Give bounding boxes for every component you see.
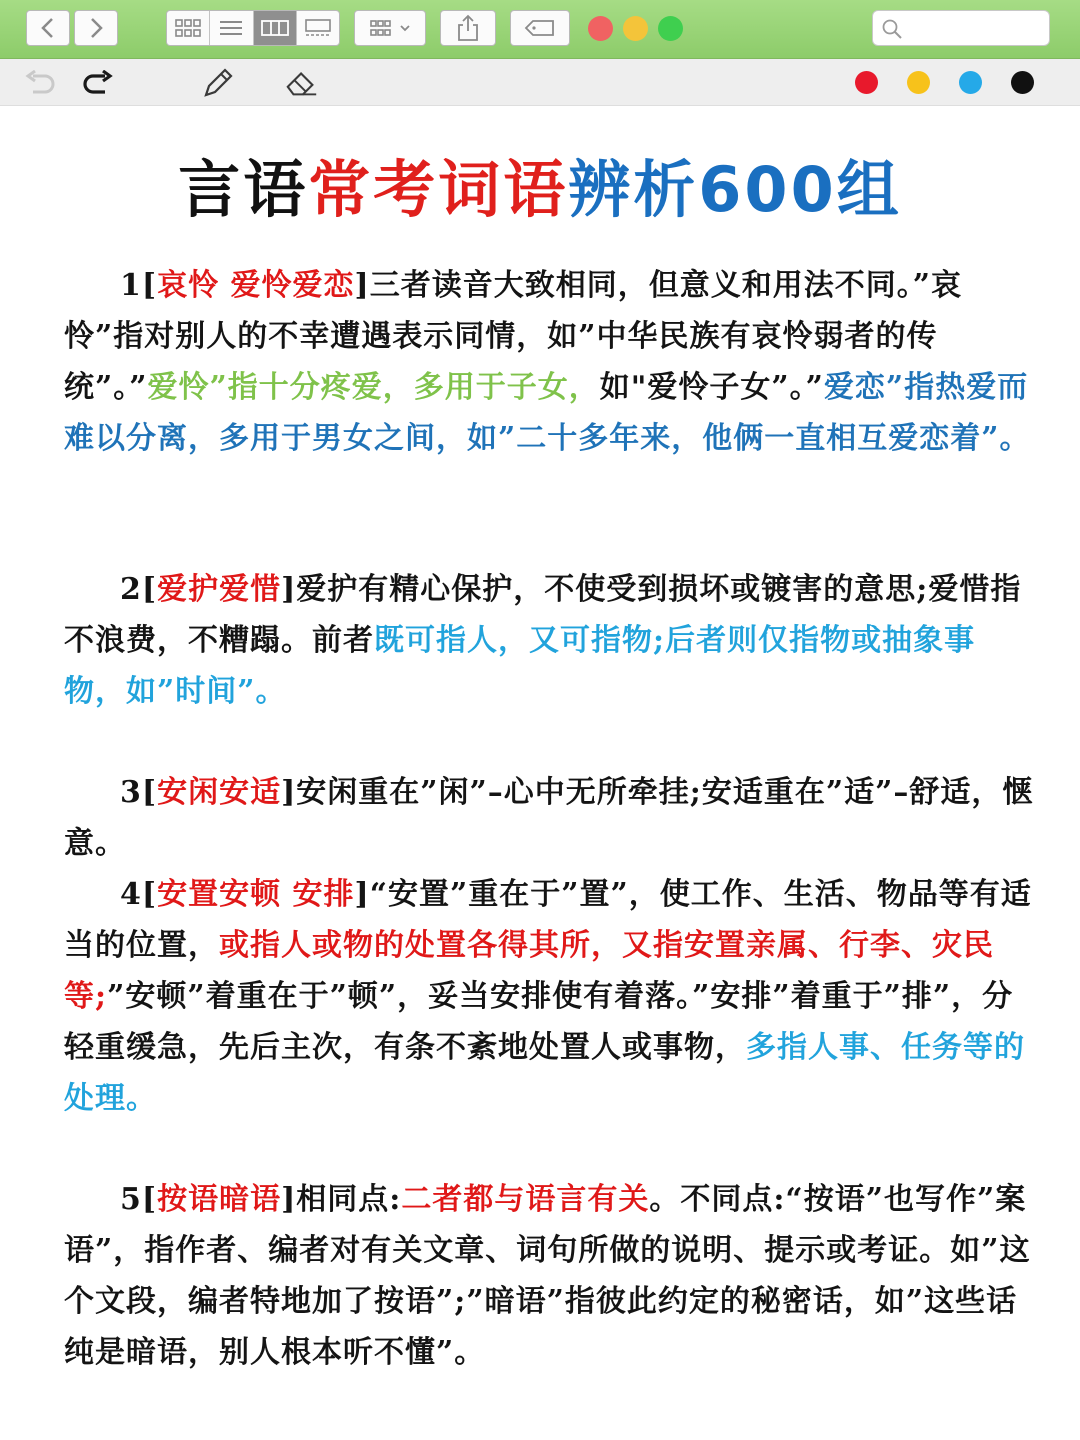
entry-text: 。不同点:“按语”也写作”案语”，指作者、编者对有关文章、词句所做的说明、提示或考证。如”这个文段，编者特地加了按语”;”暗语”指彼此约定的秘密话，如”这些话纯是暗语，别人根本听不懂”。 <box>64 1182 1031 1370</box>
tag-icon <box>524 18 556 38</box>
view-switcher <box>166 10 340 46</box>
grid-view-button[interactable] <box>167 11 210 45</box>
color-swatch-black[interactable] <box>1011 71 1034 94</box>
tag-button[interactable] <box>510 10 570 46</box>
group-button[interactable] <box>354 10 426 46</box>
window-zoom-dot[interactable] <box>658 16 683 41</box>
color-swatch-red[interactable] <box>855 71 878 94</box>
gallery-view-button[interactable] <box>297 11 339 45</box>
entry-highlight-red: 或指人或物的处置各得其所，又指安置亲属、行李、灾民等; <box>64 928 994 1014</box>
entry-text: ]三者读音大致相同，但意义和用法不同。”哀怜”指对别人的不幸遭遇表示同情，如”中华民族有哀怜弱者的传统”。” <box>64 268 962 405</box>
entry-term: 爱护爱惜 <box>157 572 282 607</box>
undo-icon <box>23 70 57 96</box>
undo-button[interactable] <box>22 65 58 101</box>
column-view-button[interactable] <box>254 11 297 45</box>
chevron-down-icon <box>399 23 411 33</box>
eraser-button[interactable] <box>284 65 320 101</box>
redo-icon <box>81 70 115 96</box>
entry-number: 2[ <box>120 572 158 607</box>
entry-term: 安闲安适 <box>157 775 282 810</box>
entry-highlight-red: 二者都与语言有关 <box>401 1182 650 1217</box>
entry-number: 5[ <box>120 1182 158 1217</box>
entry-text: ]安闲重在”闲”–心中无所牵挂;安适重在”适”–舒适，惬意。 <box>64 775 1034 861</box>
title-part-2: 常考词语 <box>308 153 569 226</box>
list-view-button[interactable] <box>210 11 253 45</box>
share-button[interactable] <box>440 10 496 46</box>
redo-button[interactable] <box>80 65 116 101</box>
entry-5 <box>64 1174 1034 1378</box>
pencil-button[interactable] <box>200 65 236 101</box>
entry-text: ]相同点: <box>281 1182 402 1217</box>
entry-term: 按语暗语 <box>157 1182 282 1217</box>
window-minimize-dot[interactable] <box>623 16 648 41</box>
entry-number: 4[ <box>120 877 158 912</box>
app-toolbar <box>0 0 1080 59</box>
back-button[interactable] <box>26 10 70 46</box>
entry-term: 安置安顿 安排 <box>157 877 355 912</box>
list-view-icon <box>218 18 244 38</box>
search-icon <box>881 18 903 40</box>
entry-term: 哀怜 爱怜爱恋 <box>157 268 355 303</box>
entry-text: 如"爱怜子女”。” <box>599 370 824 405</box>
chevron-left-icon <box>40 17 56 39</box>
forward-button[interactable] <box>74 10 118 46</box>
window-close-dot[interactable] <box>588 16 613 41</box>
entry-2 <box>64 564 1034 717</box>
entry-highlight-cyan: 既可指人，又可指物;后者则仅指物或抽象事物，如”时间”。 <box>64 623 976 709</box>
chevron-right-icon <box>88 17 104 39</box>
entry-number: 1[ <box>120 268 158 303</box>
grid-view-icon <box>174 18 202 38</box>
edit-toolbar <box>0 59 1080 106</box>
entry-text: ]“安置”重在于”置”，使工作、生活、物品等有适当的位置， <box>64 877 1032 963</box>
entry-highlight-green: 爱怜”指十分疼爱，多用于子女， <box>147 370 600 405</box>
entry-number: 3[ <box>120 775 158 810</box>
entry-1 <box>64 260 1034 464</box>
entry-text: ]爱护有精心保护，不使受到损坏或镀害的意思;爱惜指不浪费，不糟蹋。前者 <box>64 572 1022 658</box>
group-icon <box>369 18 399 38</box>
entry-highlight-cyan: 多指人事、任务等的处理。 <box>64 1030 1025 1116</box>
page-title <box>0 150 1080 230</box>
color-swatch-yellow[interactable] <box>907 71 930 94</box>
gallery-view-icon <box>303 18 333 38</box>
share-icon <box>456 14 480 42</box>
title-part-1: 言语 <box>178 153 309 226</box>
entry-3 <box>64 767 1034 869</box>
entry-text: ”安顿”着重在于”顿”，妥当安排使有着落。”安排”着重于”排”，分轻重缓急，先后主次，有条不紊地处置人或事物， <box>64 979 1014 1065</box>
entry-highlight-blue: 爱恋”指热爱而难以分离，多用于男女之间，如”二十多年来，他俩一直相互爱恋着”。 <box>64 370 1031 456</box>
column-view-icon <box>260 18 290 38</box>
title-part-3: 辨析600组 <box>568 153 902 226</box>
search-input[interactable] <box>872 10 1050 46</box>
color-swatch-blue[interactable] <box>959 71 982 94</box>
pencil-icon <box>200 65 236 101</box>
eraser-icon <box>284 65 320 101</box>
entry-4 <box>64 869 1034 1124</box>
